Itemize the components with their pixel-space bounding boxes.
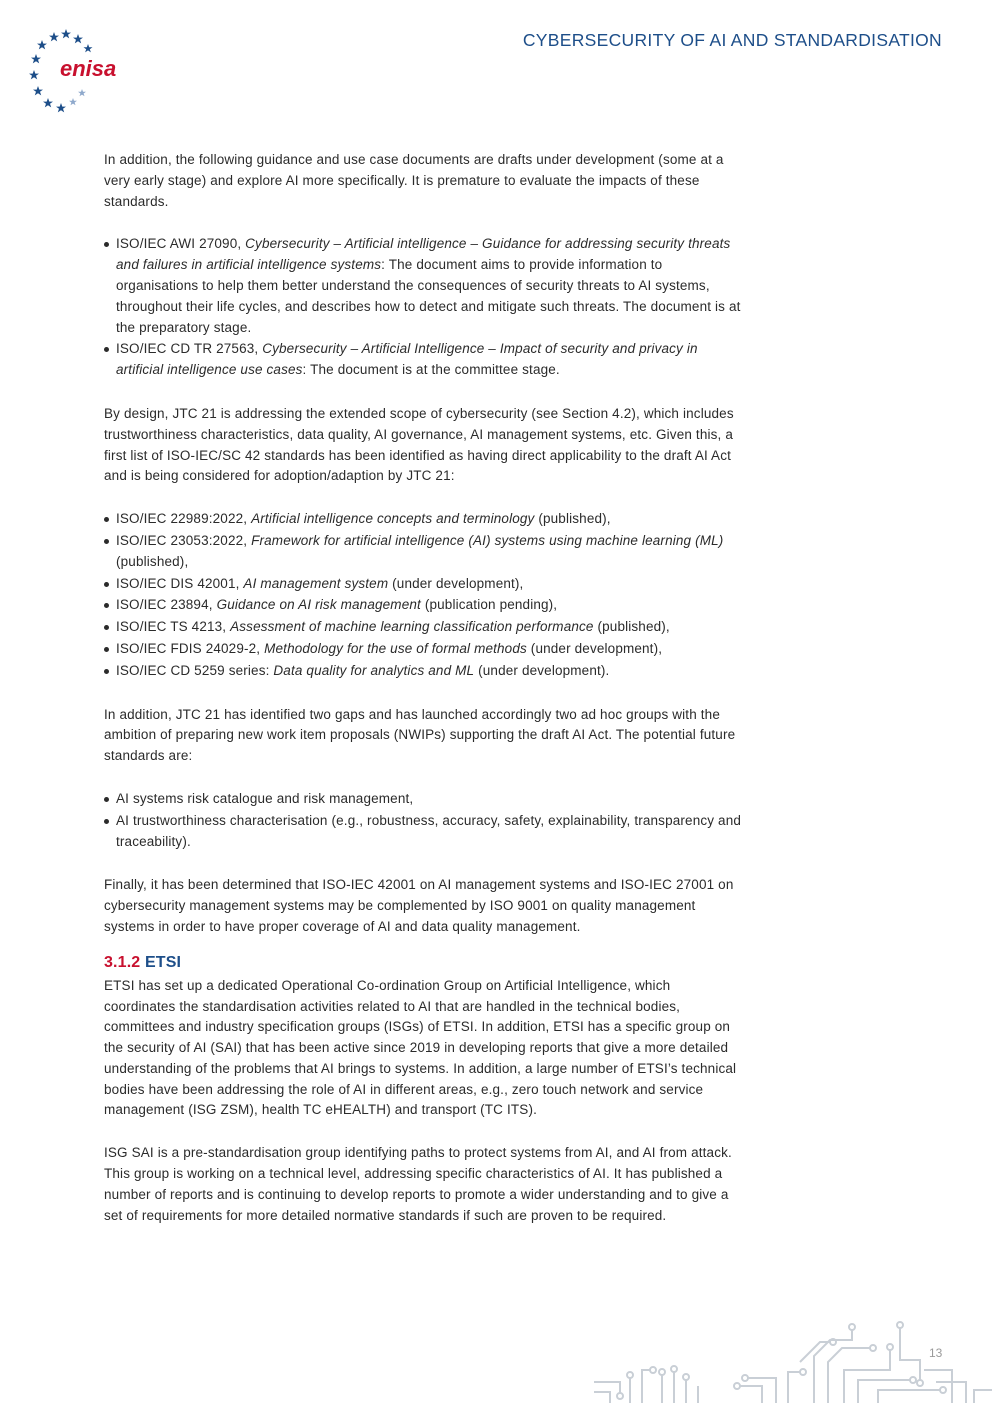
paragraph: In addition, the following guidance and use case documents are drafts under development (some at a very early stage) and explore AI more specifically. It is premature to evaluate the impacts of these standards. xyxy=(104,152,724,209)
list-item: ISO/IEC 22989:2022, Artificial intelligence concepts and terminology (published), xyxy=(104,509,744,530)
list-item: ISO/IEC 23053:2022, Framework for artificial intelligence (AI) systems using machine learning (ML) (published), xyxy=(104,531,744,573)
paragraph: Finally, it has been determined that ISO-IEC 42001 on AI management systems and ISO-IEC 27001 on cybersecurity management systems may be complemented by ISO 9001 on quality management systems in order to have proper coverage of AI and data quality management. xyxy=(104,877,734,934)
list-item: AI systems risk catalogue and risk management, xyxy=(104,789,744,810)
list-item: ISO/IEC 23894, Guidance on AI risk management (publication pending), xyxy=(104,595,744,616)
list-item: ISO/IEC DIS 42001, AI management system (under development), xyxy=(104,574,744,595)
list-item: ISO/IEC TS 4213, Assessment of machine learning classification performance (published), xyxy=(104,617,744,638)
list-item: ISO/IEC FDIS 24029-2, Methodology for the use of formal methods (under development), xyxy=(104,639,744,660)
paragraph: ISG SAI is a pre-standardisation group identifying paths to protect systems from AI, and AI from attack. This group is working on a technical level, addressing specific characteristics of AI. It has published a number of reports and is continuing to develop reports to promote a wider understanding and to give a set of requirements for more detailed normative standards if such are proven to be required. xyxy=(104,1145,732,1223)
logo-text: enisa xyxy=(60,56,117,81)
bullet-list xyxy=(104,509,744,681)
list-item: ISO/IEC CD TR 27563, Cybersecurity – Artificial Intelligence – Impact of security and privacy in artificial intelligence use cases: The document is at the committee stage. xyxy=(104,339,744,381)
bullet-list xyxy=(104,234,744,381)
paragraph: By design, JTC 21 is addressing the extended scope of cybersecurity (see Section 4.2), which includes trustworthiness characteristics, data quality, AI governance, AI management systems, etc. Given this, a first list of ISO-IEC/SC 42 standards has been identified as having direct applicability to the draft AI Act and is being considered for adoption/adaption by JTC 21: xyxy=(104,405,734,484)
section-title: ETSI xyxy=(144,953,182,971)
document-title: CYBERSECURITY OF AI AND STANDARDISATION xyxy=(522,30,942,50)
enisa-logo xyxy=(28,26,128,116)
list-item: AI trustworthiness characterisation (e.g., robustness, accuracy, safety, explainability, transparency and traceability). xyxy=(104,811,744,853)
bullet-list xyxy=(104,789,744,852)
section-number: 3.1.2 xyxy=(104,953,141,971)
list-item: ISO/IEC AWI 27090, Cybersecurity – Artificial intelligence – Guidance for addressing security threats and failures in artificial intelligence systems: The document aims to provide information to organisations to help them better understand the consequences of security threats to AI systems, throughout their life cycles, and describes how to detect and mitigate such threats. The document is at the preparatory stage. xyxy=(104,234,744,338)
paragraph: In addition, JTC 21 has identified two gaps and has launched accordingly two ad hoc groups with the ambition of preparing new work item proposals (NWIPs) supporting the draft AI Act. The potential future standards are: xyxy=(104,706,736,764)
page-number: 13 xyxy=(929,1346,943,1360)
paragraph: ETSI has set up a dedicated Operational Co-ordination Group on Artificial Intelligence, which coordinates the standardisation activities related to AI that are handled in the technical bodies, committees and industry specification groups (ISGs) of ETSI. In addition, ETSI has a specific group on the security of AI (SAI) that has been active since 2019 in developing reports that give a more detailed understanding of the problems that AI brings to systems. In addition, a large number of ETSI’s technical bodies have been addressing the role of AI in different areas, e.g., zero touch network and service management (ISG ZSM), health TC eHEALTH) and transport (TC ITS). xyxy=(104,977,737,1118)
list-item: ISO/IEC CD 5259 series: Data quality for analytics and ML (under development). xyxy=(104,661,744,682)
circuit-decoration-icon xyxy=(590,1320,992,1403)
page-content xyxy=(104,150,744,1226)
section-heading xyxy=(104,952,744,974)
